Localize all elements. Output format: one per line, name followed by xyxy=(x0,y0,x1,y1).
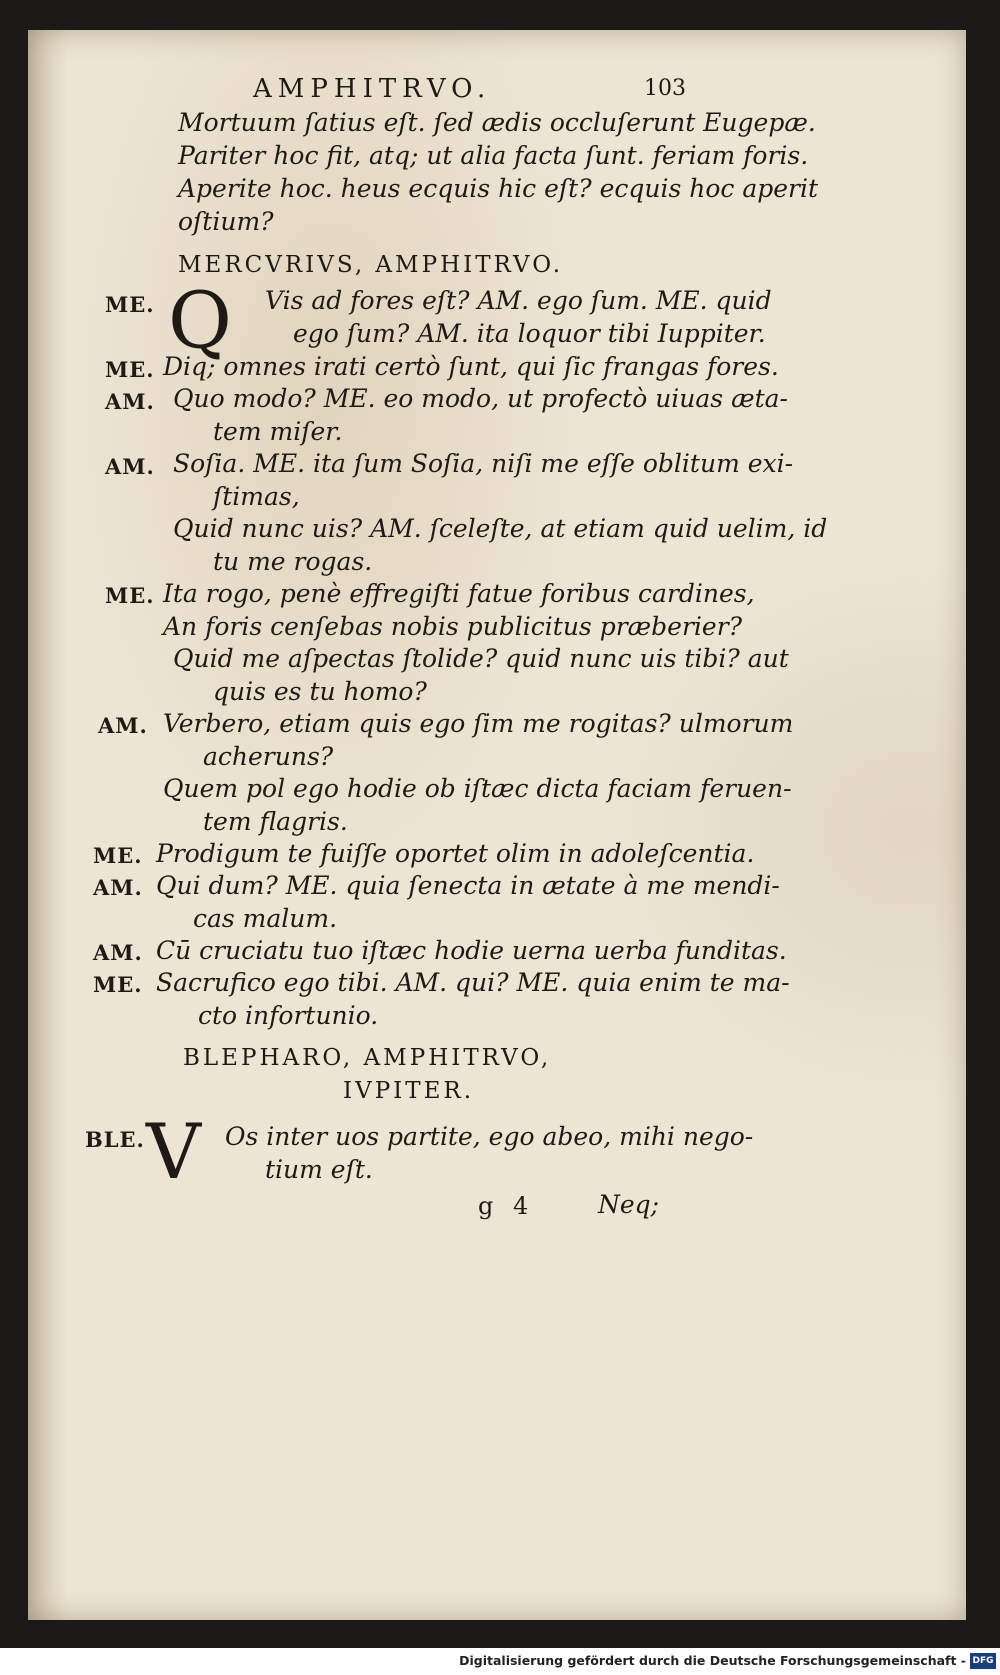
page-text xyxy=(28,30,966,1620)
dialogue-line: Diq; omnes irati certò ſunt, qui ſic frangas fores. xyxy=(163,352,779,381)
speaker-label: ME. xyxy=(105,292,155,317)
body-line: Mortuum ſatius eſt. ſed ædis occluſerunt Eugepæ. xyxy=(178,108,816,137)
dialogue-line: An foris cenſebas nobis publicitus præberier? xyxy=(163,612,743,641)
dialogue-line: Quid nunc uis? AM. ſceleſte, at etiam quid uelim, id xyxy=(173,514,828,543)
dialogue-line: Prodigum te fuiſſe oportet olim in adoleſcentia. xyxy=(156,839,755,868)
signature-mark: g 4 xyxy=(478,1192,535,1220)
dialogue-line: Soſia. ME. ita ſum Soſia, niſi me eſſe oblitum exi- xyxy=(173,449,794,478)
dialogue-line: tium eſt. xyxy=(265,1155,373,1184)
speaker-label: AM. xyxy=(93,875,143,900)
page-number: 103 xyxy=(644,76,686,101)
speaker-label: ME. xyxy=(105,583,155,608)
scene-heading: BLEPHARO, AMPHITRVO, xyxy=(183,1045,552,1071)
dialogue-line: cto infortunio. xyxy=(198,1001,379,1030)
scene-heading: IVPITER. xyxy=(343,1078,475,1104)
dialogue-line: acheruns? xyxy=(203,742,334,771)
speaker-label: ME. xyxy=(93,972,143,997)
dialogue-line: ſtimas, xyxy=(213,482,300,511)
running-title: AMPHITRVO. xyxy=(253,74,492,104)
drop-cap: Q xyxy=(168,276,232,366)
scene-heading: MERCVRIVS, AMPHITRVO. xyxy=(178,252,564,278)
dialogue-line: Vis ad fores eſt? AM. ego ſum. ME. quid xyxy=(265,286,772,315)
dfg-logo: DFG xyxy=(970,1653,996,1669)
dialogue-line: Sacrufico ego tibi. AM. qui? ME. quia enim te ma- xyxy=(156,968,790,997)
body-line: Pariter hoc fit, atq; ut alia facta ſunt. feriam foris. xyxy=(178,141,809,170)
dialogue-line: Qui dum? ME. quia ſenecta in ætate à me mendi- xyxy=(156,871,780,900)
catchword: Neq; xyxy=(598,1190,660,1219)
body-line: oſtium? xyxy=(178,207,274,236)
dialogue-line: cas malum. xyxy=(193,904,338,933)
dialogue-line: Quo modo? ME. eo modo, ut profectò uiuas ætа- xyxy=(173,384,788,413)
speaker-label: AM. xyxy=(105,389,155,414)
dialogue-line: quis es tu homo? xyxy=(213,677,427,706)
footer-credit: Digitalisierung gefördert durch die Deutsche Forschungsgemeinschaft - xyxy=(459,1653,966,1668)
dialogue-line: Quid me aſpectas ſtolide? quid nunc uis tibi? aut xyxy=(173,644,789,673)
footer-bar xyxy=(0,1648,1000,1675)
dialogue-line: ego ſum? AM. ita loquor tibi Iuppiter. xyxy=(293,319,766,348)
book-page xyxy=(28,30,966,1620)
dialogue-line: Cū cruciatu tuo iſtæc hodie uerna uerba funditas. xyxy=(156,936,787,965)
speaker-label: AM. xyxy=(98,713,148,738)
dialogue-line: Os inter uos partite, ego abeo, mihi nego- xyxy=(225,1122,754,1151)
dialogue-line: tu me rogas. xyxy=(213,547,373,576)
dialogue-line: tem flagris. xyxy=(203,807,348,836)
speaker-label: ME. xyxy=(105,357,155,382)
speaker-label: ME. xyxy=(93,843,143,868)
dialogue-line: tem miſer. xyxy=(213,417,343,446)
speaker-label: AM. xyxy=(93,940,143,965)
dialogue-line: Ita rogo, penè effregiſti fatue foribus cardines, xyxy=(163,579,755,608)
dialogue-line: Verbero, etiam quis ego ſim me rogitas? ulmorum xyxy=(163,709,794,738)
drop-cap: V xyxy=(146,1107,201,1196)
speaker-label: BLE. xyxy=(85,1127,145,1152)
speaker-label: AM. xyxy=(105,454,155,479)
dialogue-line: Quem pol ego hodie ob iſtæc dicta faciam feruen- xyxy=(163,774,792,803)
body-line: Aperite hoc. heus ecquis hic eſt? ecquis hoc aperit xyxy=(178,174,819,203)
